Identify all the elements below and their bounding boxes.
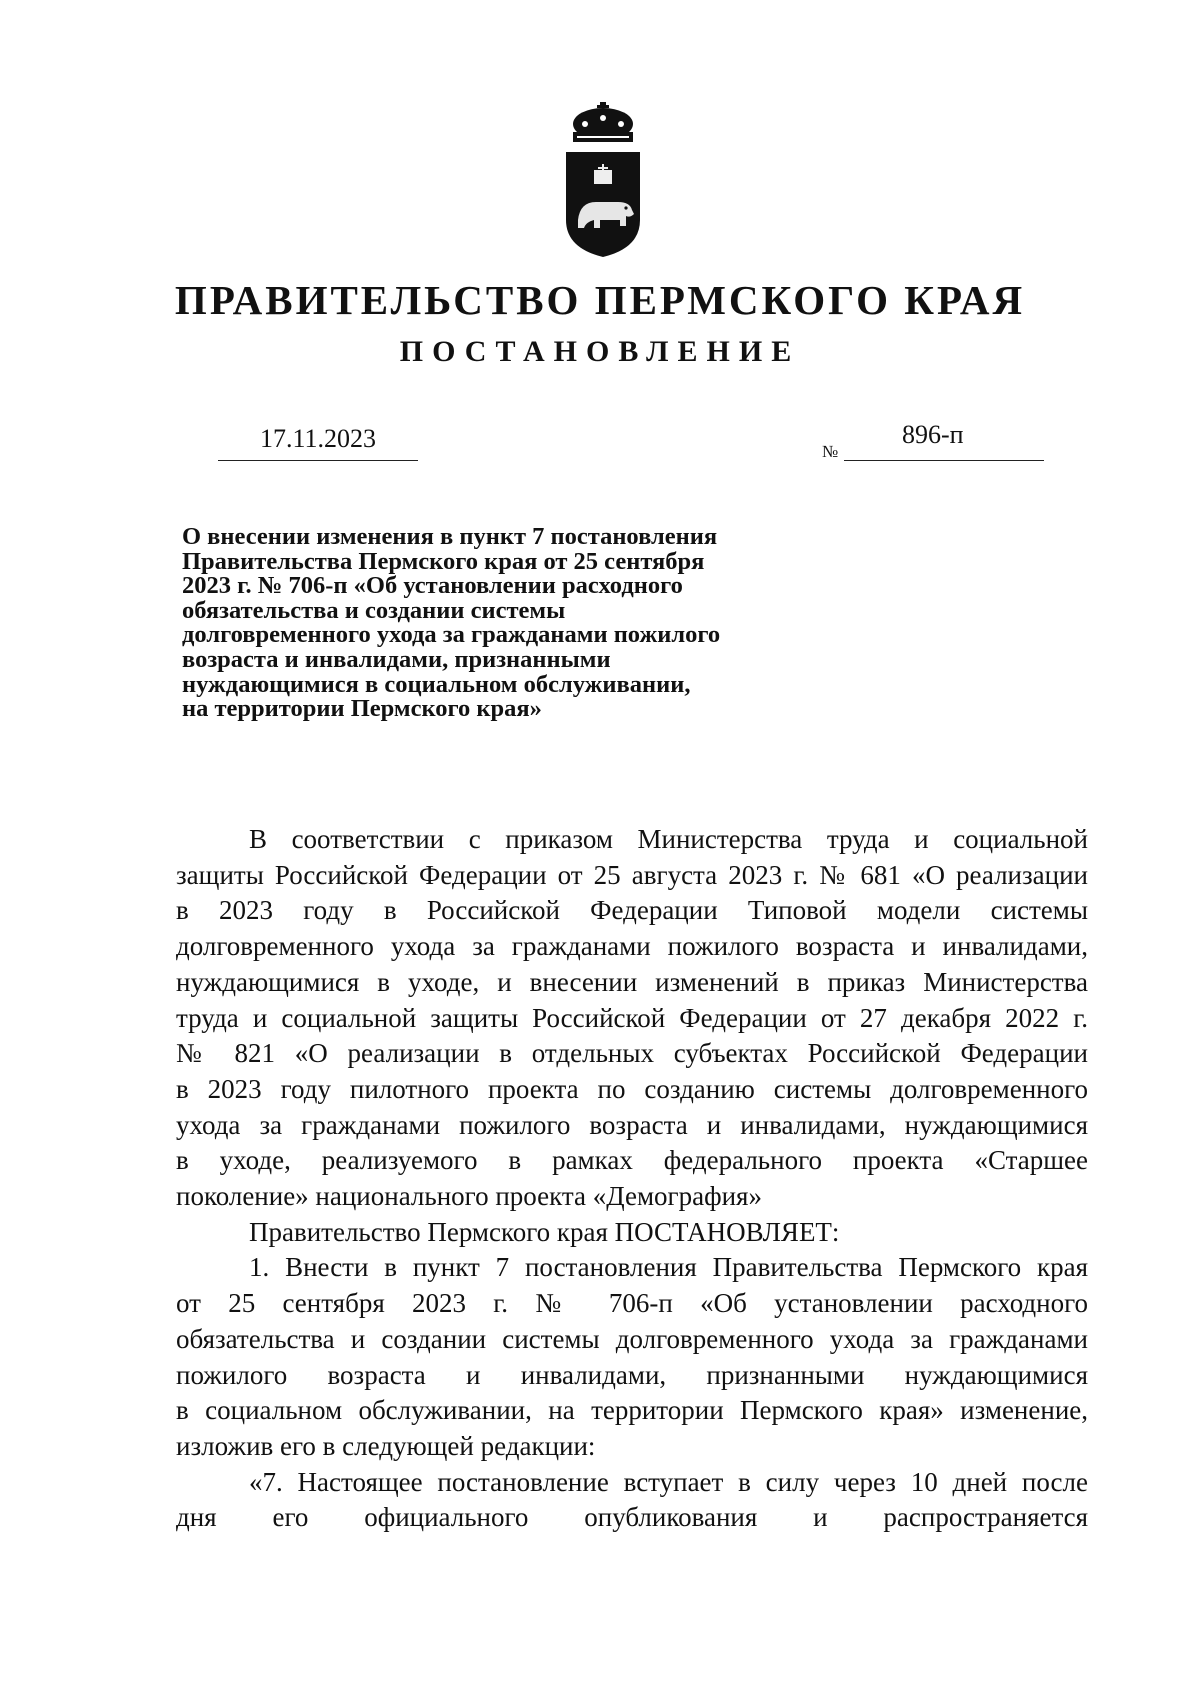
document-body (176, 822, 1088, 1536)
body-line: труда и социальной защиты Российской Федерации от 27 декабря 2022 г. (176, 1002, 1088, 1033)
body-line: в 2023 году в Российской Федерации Типовой модели системы (176, 895, 1088, 926)
date-underline (218, 460, 418, 461)
subject-line: 2023 г. № 706-п «Об установлении расходного (182, 572, 683, 600)
document-date: 17.11.2023 (259, 424, 377, 453)
body-line: 1. Внести в пункт 7 постановления Правительства Пермского края (249, 1252, 1088, 1283)
body-line: дня его официального опубликования и распространяется (176, 1502, 1088, 1533)
document-number: 896-п (902, 420, 964, 449)
body-line: В соответствии с приказом Министерства труда и социальной (249, 824, 1088, 854)
body-line: в 2023 году пилотного проекта по созданию системы долговременного (176, 1073, 1088, 1104)
body-line: поколение» национального проекта «Демография» (176, 1181, 762, 1212)
coat-of-arms-icon (560, 102, 646, 257)
document-subject (182, 525, 822, 722)
body-line: в уходе, реализуемого в рамках федерального проекта «Старшее (176, 1145, 1088, 1176)
body-line: нуждающимися в уходе, и внесении изменений в приказ Министерства (176, 966, 1088, 997)
subject-line: долговременного ухода за гражданами пожилого (182, 621, 721, 649)
body-line: ухода за гражданами пожилого возраста и инвалидами, нуждающимися (176, 1109, 1088, 1140)
subject-line: обязательства и создании системы (182, 596, 566, 624)
document-type: ПОСТАНОВЛЕНИЕ (399, 335, 801, 368)
body-line: от 25 сентября 2023 г. № 706-п «Об установлении расходного (176, 1288, 1088, 1319)
number-label: № (822, 442, 839, 461)
body-line: Правительство Пермского края ПОСТАНОВЛЯЕТ: (249, 1216, 840, 1247)
body-line: изложив его в следующей редакции: (176, 1430, 596, 1461)
body-line: № 821 «О реализации в отдельных субъектах Российской Федерации (176, 1038, 1088, 1069)
subject-line: на территории Пермского края» (182, 695, 542, 723)
body-line: обязательства и создании системы долговременного ухода за гражданами (176, 1323, 1088, 1354)
number-underline (844, 460, 1044, 461)
subject-line: О внесении изменения в пункт 7 постановления (182, 523, 718, 550)
body-line: долговременного ухода за гражданами пожилого возраста и инвалидами, (176, 931, 1088, 962)
body-line: защиты Российской Федерации от 25 августа 2023 г. № 681 «О реализации (176, 859, 1088, 890)
government-title: ПРАВИТЕЛЬСТВО ПЕРМСКОГО КРАЯ (174, 277, 1026, 323)
body-line: в социальном обслуживании, на территории Пермского края» изменение, (176, 1395, 1088, 1426)
subject-line: нуждающимися в социальном обслуживании, (182, 670, 691, 698)
subject-line: Правительства Пермского края от 25 сентября (182, 547, 705, 575)
body-line: пожилого возраста и инвалидами, признанными нуждающимися (176, 1359, 1088, 1390)
body-line: «7. Настоящее постановление вступает в силу через 10 дней после (249, 1466, 1088, 1497)
document-date-field (218, 422, 418, 461)
subject-line: возраста и инвалидами, признанными (182, 645, 611, 673)
